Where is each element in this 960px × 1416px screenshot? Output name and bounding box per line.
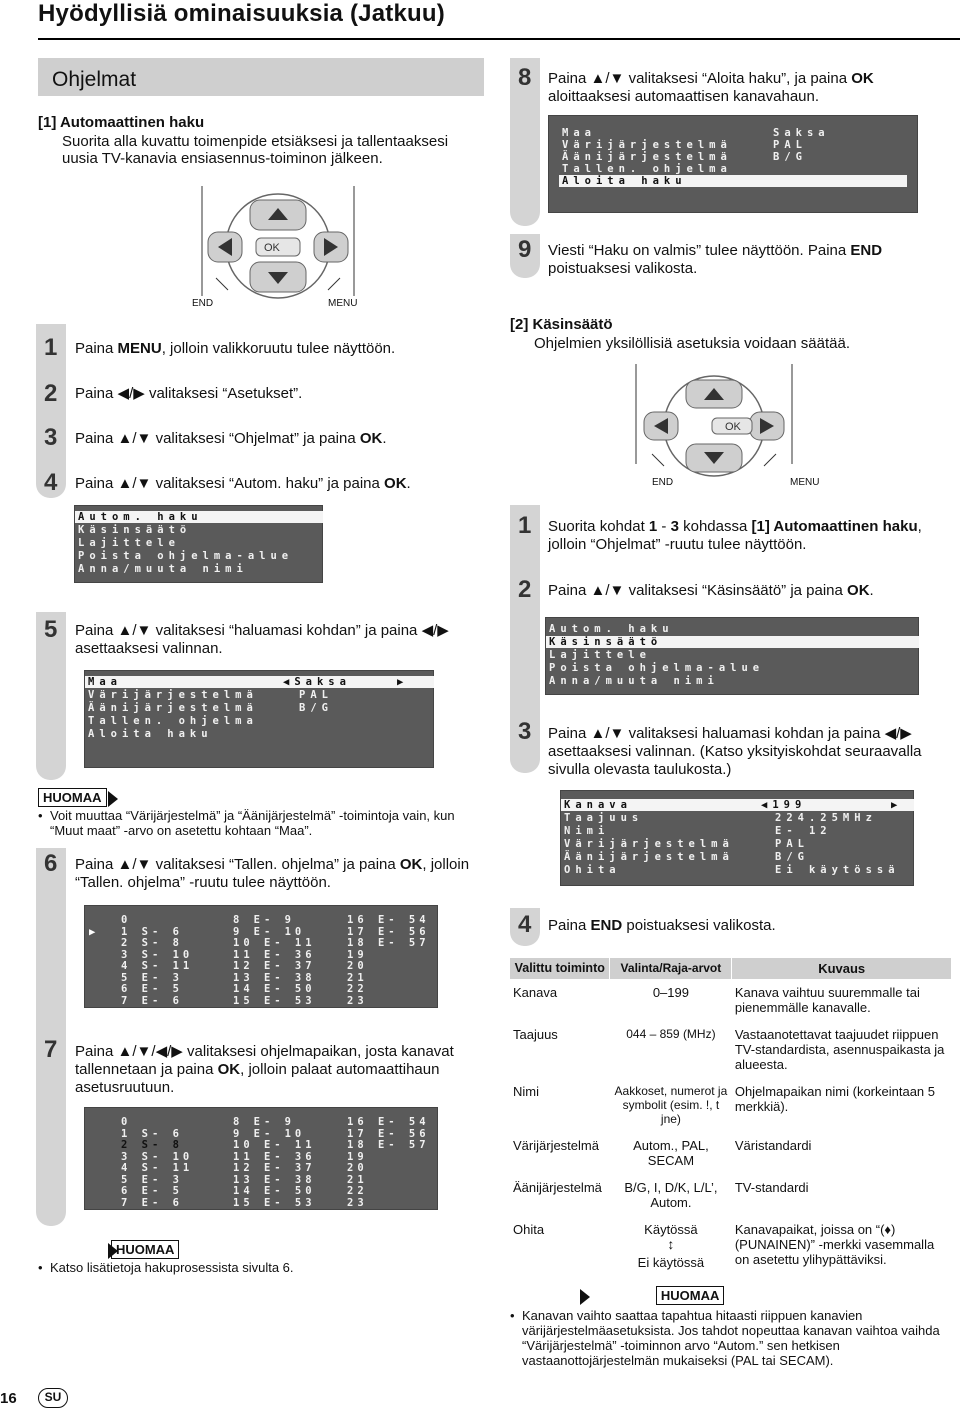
program-slot[interactable]: 5 E- 3: [121, 971, 183, 984]
program-slot[interactable]: 21: [347, 1173, 368, 1186]
manual-desc: Ohjelmien yksilöllisiä asetuksia voidaan säätää.: [534, 335, 850, 352]
menu-row-maa[interactable]: Maa: [85, 676, 434, 688]
menu-value-aanijarjestelma: B/G: [775, 851, 809, 863]
program-slot[interactable]: 10 E- 11: [233, 1139, 316, 1151]
table-cell: 0–199: [652, 985, 689, 1000]
program-slot[interactable]: 15 E- 53: [233, 1196, 316, 1209]
program-slot[interactable]: 11 E- 36: [233, 1150, 316, 1163]
menu-item-anna-nimi[interactable]: Anna/muuta nimi: [78, 563, 248, 575]
menu-value-varijarjestelma: PAL: [299, 689, 333, 701]
program-slot[interactable]: 0: [121, 914, 132, 926]
program-slot[interactable]: 20: [347, 960, 368, 972]
step-1-text: Paina MENU, jolloin valikkoruutu tulee näyttöön.: [75, 340, 396, 357]
osd-auto-search-start: [548, 115, 918, 213]
program-slot[interactable]: 14 E- 50: [233, 1185, 316, 1197]
menu-row-aanijarjestelma[interactable]: Äänijärjestelmä: [88, 702, 258, 714]
menu-row-ohita[interactable]: Ohita: [564, 864, 621, 876]
step-number: 2: [44, 380, 58, 407]
table-cell: Vastaanotettavat taajuudet riippuen TV-standardista, asennuspaikasta ja alueesta.: [734, 1027, 945, 1072]
table-cell: Värijärjestelmä: [513, 1138, 599, 1153]
step-number: 9: [518, 236, 532, 263]
program-slot[interactable]: 12 E- 37: [233, 1162, 316, 1174]
program-slot[interactable]: 1 S- 6: [121, 1127, 183, 1140]
bullet-icon: •: [510, 1308, 515, 1323]
table-row: [510, 1216, 952, 1272]
table-header: Valinta/Raja-arvot: [610, 958, 732, 979]
program-slot[interactable]: 6 E- 5: [121, 1185, 183, 1197]
menu-row-aloita-haku[interactable]: Aloita haku: [559, 175, 907, 187]
program-slot[interactable]: 9 E- 10: [233, 1127, 306, 1140]
step-6-text: Paina ▲/▼ valitaksesi “Tallen. ohjelma” ja paina OK, jolloin “Tallen. ohjelma” -ruutu tulee näyttöön.: [75, 856, 470, 891]
program-slot[interactable]: 22: [347, 983, 368, 995]
manual-step-1-text: Suorita kohdat 1 - 3 kohdassa [1] Automaattinen haku, jolloin “Ohjelmat” -ruutu tulee näyttöön.: [548, 518, 922, 553]
program-slot[interactable]: 15 E- 53: [233, 994, 316, 1007]
bullet-icon: •: [38, 808, 43, 823]
manual-step-2-text: Paina ▲/▼ valitaksesi “Käsinsäätö” ja paina OK.: [548, 582, 874, 599]
program-slot[interactable]: 12 E- 37: [233, 960, 316, 972]
table-row: [510, 979, 952, 1021]
table-cell: Aakkoset, numerot ja symbolit (esim. !, t jne): [614, 1084, 728, 1126]
program-slot[interactable]: 23: [347, 994, 368, 1007]
remote-menu-label: MENU: [790, 477, 820, 488]
table-cell: Nimi: [513, 1084, 539, 1099]
program-slot[interactable]: 10 E- 11: [233, 937, 316, 949]
table-cell: Kanavapaikat, joissa on “(♦) (PUNAINEN)” -merkki vasemmalla on asetettu ylihypättäviksi.: [734, 1222, 935, 1267]
section-title: Ohjelmat: [38, 58, 484, 96]
menu-value-taajuus: 224.25MHz: [775, 812, 877, 824]
step-4-text: Paina ▲/▼ valitaksesi “Autom. haku” ja paina OK.: [75, 475, 411, 492]
chevron-left-icon[interactable]: ◀: [283, 676, 295, 688]
menu-item-poista[interactable]: Poista ohjelma-alue: [549, 662, 765, 674]
double-arrow-icon: ↕: [667, 1236, 675, 1252]
note-2: Katso lisätietoja hakuprosessista sivulta 6.: [50, 1260, 294, 1275]
menu-item-lajittele[interactable]: Lajittele: [549, 649, 651, 661]
program-slot[interactable]: 4 S- 11: [121, 960, 194, 972]
program-slot[interactable]: 22: [347, 1185, 368, 1197]
table-cell: Taajuus: [513, 1027, 558, 1042]
table-row: [510, 1021, 952, 1078]
program-slot[interactable]: 17 E- 56: [347, 925, 430, 938]
osd-auto-search-menu: [84, 670, 434, 768]
step-number: 2: [518, 576, 532, 603]
step-number: 4: [44, 469, 58, 496]
remote-menu-label: MENU: [328, 298, 358, 309]
manual-step-4-text: Paina END poistuaksesi valikosta.: [548, 917, 776, 934]
manual-step-3-text: Paina ▲/▼ valitaksesi haluamasi kohdan ja paina ◀/▶ asettaaksesi valinnan. (Katso yksityiskohdat seuraavalla sivulla olevasta taulukosta.): [548, 725, 922, 778]
menu-item-autom-haku[interactable]: Autom. haku: [75, 511, 323, 523]
osd-program-grid-selected: [84, 1107, 438, 1210]
menu-item-poista[interactable]: Poista ohjelma-alue: [78, 550, 294, 562]
step-8-text: Paina ▲/▼ valitaksesi “Aloita haku”, ja paina OK aloittaaksesi automaattisen kanavahaun.: [548, 70, 874, 105]
menu-item-kasinsaato[interactable]: Käsinsäätö: [546, 636, 919, 648]
program-slot[interactable]: 8 E- 9: [233, 1116, 295, 1128]
menu-value-maa: Saksa: [773, 127, 830, 139]
manual-heading: [2] Käsinsäätö: [510, 316, 613, 333]
menu-row-nimi[interactable]: Nimi: [564, 825, 610, 837]
page-number: 16: [0, 1390, 17, 1407]
huomaa-badge: HUOMAA: [111, 1240, 180, 1259]
osd-main-menu: [74, 505, 323, 583]
chevron-left-icon[interactable]: ◀: [761, 799, 773, 811]
program-slot[interactable]: 4 S- 11: [121, 1162, 194, 1174]
menu-value-aanijarjestelma: B/G: [299, 702, 333, 714]
program-slot[interactable]: 0: [121, 1116, 132, 1128]
table-row: [510, 1174, 952, 1216]
program-slot[interactable]: 3 S- 10: [121, 1150, 194, 1163]
ohita-value-on: Käytössä: [644, 1222, 698, 1237]
program-slot[interactable]: 2 S- 8: [121, 937, 183, 949]
menu-row-varijarjestelma[interactable]: Värijärjestelmä: [562, 139, 732, 151]
menu-row-maa[interactable]: Maa: [562, 127, 596, 139]
badge-arrow-icon: [108, 791, 118, 807]
remote-end-label: END: [652, 477, 674, 488]
program-slot[interactable]: 21: [347, 971, 368, 984]
step-5-text: Paina ▲/▼ valitaksesi “haluamasi kohdan” ja paina ◀/▶ asettaaksesi valinnan.: [75, 622, 449, 657]
step-number: 1: [518, 512, 532, 539]
program-slot[interactable]: 7 E- 6: [121, 994, 183, 1007]
table-cell: TV-standardi: [734, 1180, 809, 1195]
step-9-text: Viesti “Haku on valmis” tulee näyttöön. Paina END poistuaksesi valikosta.: [548, 242, 883, 277]
program-slot[interactable]: 18 E- 57: [347, 937, 430, 949]
program-slot[interactable]: 3 S- 10: [121, 948, 194, 961]
program-slot[interactable]: 9 E- 10: [233, 925, 306, 938]
menu-item-autom-haku[interactable]: Autom. haku: [549, 623, 674, 635]
menu-item-anna-nimi[interactable]: Anna/muuta nimi: [549, 675, 719, 687]
table-cell: Ohjelmapaikan nimi (korkeintaan 5 merkkiä).: [734, 1084, 935, 1114]
menu-row-varijarjestelma[interactable]: Värijärjestelmä: [564, 838, 734, 850]
program-slot[interactable]: 5 E- 3: [121, 1173, 183, 1186]
step-number: 8: [518, 64, 532, 91]
menu-row-aloita-haku[interactable]: Aloita haku: [88, 728, 213, 740]
step-number: 3: [44, 424, 58, 451]
menu-row-tallen-ohjelma[interactable]: Tallen. ohjelma: [88, 715, 258, 727]
ohita-value-off: Ei käytössä: [637, 1255, 705, 1270]
table-header: Valittu toiminto: [510, 958, 610, 979]
table-row: [510, 1132, 952, 1174]
program-slot[interactable]: 19: [347, 1150, 368, 1163]
menu-value-kanava: ◀199: [761, 799, 807, 811]
program-slot[interactable]: 8 E- 9: [233, 914, 295, 926]
step-number: 6: [44, 850, 58, 877]
chevron-right-icon[interactable]: ▶: [397, 676, 409, 688]
badge-arrow-icon: [108, 1243, 118, 1259]
remote-control-graphic: [632, 364, 796, 482]
table-cell: [610, 1216, 732, 1272]
bullet-icon: •: [38, 1260, 43, 1275]
step-number: 1: [44, 334, 58, 361]
badge-arrow-icon: [580, 1289, 590, 1305]
table-cell: Autom., PAL, SECAM: [633, 1138, 709, 1168]
menu-item-kasinsaato[interactable]: Käsinsäätö: [78, 524, 192, 536]
step-number: 4: [518, 911, 532, 938]
menu-row-tallen-ohjelma[interactable]: Tallen. ohjelma: [562, 163, 732, 175]
program-slot[interactable]: 7 E- 6: [121, 1196, 183, 1209]
program-slot[interactable]: 14 E- 50: [233, 983, 316, 995]
table-cell: Väristandardi: [734, 1138, 812, 1153]
step-3-text: Paina ▲/▼ valitaksesi “Ohjelmat” ja paina OK.: [75, 430, 387, 447]
remote-ok-label: OK: [725, 421, 741, 433]
auto-desc: Suorita alla kuvattu toimenpide etsiäksesi ja tallentaaksesi uusia TV-kanavia ensiasennus-toiminon jälkeen.: [62, 133, 449, 167]
step-7-text: Paina ▲/▼/◀/▶ valitaksesi ohjelmapaikan, josta kanavat tallennetaan ja paina OK, jolloin palaat automaattihaun asetusruutuun.: [75, 1043, 454, 1096]
table-cell: Ohita: [513, 1222, 545, 1237]
chevron-right-icon[interactable]: ▶: [891, 799, 903, 811]
menu-value-maa: ◀Saksa: [283, 676, 351, 688]
menu-item-lajittele[interactable]: Lajittele: [78, 537, 180, 549]
program-slot[interactable]: 16 E- 54: [347, 1116, 430, 1128]
menu-value-nimi: E- 12: [775, 825, 832, 837]
program-slot[interactable]: 23: [347, 1196, 368, 1209]
language-badge: SU: [38, 1388, 68, 1408]
program-slot[interactable]: 16 E- 54: [347, 914, 430, 926]
osd-manual-menu: [560, 790, 914, 886]
program-slot[interactable]: 1 S- 6: [121, 925, 183, 938]
program-slot[interactable]: 13 E- 38: [233, 1173, 316, 1186]
auto-heading: [1] Automaattinen haku: [38, 114, 205, 131]
settings-table: [510, 958, 952, 1272]
program-slot[interactable]: 19: [347, 948, 368, 961]
step-number: 7: [44, 1036, 58, 1063]
step-2-text: Paina ◀/▶ valitaksesi “Asetukset”.: [75, 385, 303, 402]
menu-value-aanijarjestelma: B/G: [773, 151, 807, 163]
table-cell: Äänijärjestelmä: [513, 1180, 602, 1195]
table-row: [510, 1078, 952, 1132]
note-1: Voit muuttaa “Värijärjestelmä” ja “Äänijärjestelmä” -toimintoja vain, kun “Muut maat” -arvo on asetettu kohtaan “Maa”.: [50, 808, 455, 838]
table-header: Kuvaus: [732, 958, 952, 979]
program-slot[interactable]: 17 E- 56: [347, 1127, 430, 1140]
table-cell: Kanava vaihtuu suuremmalle tai pienemmälle kanavalle.: [734, 985, 920, 1015]
program-slot[interactable]: 18 E- 57: [347, 1139, 430, 1151]
program-slot[interactable]: 20: [347, 1162, 368, 1174]
osd-main-menu: [545, 617, 919, 695]
menu-row-taajuus[interactable]: Taajuus: [564, 812, 644, 824]
table-cell: Kanava: [513, 985, 558, 1000]
menu-row-varijarjestelma[interactable]: Värijärjestelmä: [88, 689, 258, 701]
title-rule: [38, 38, 960, 40]
menu-value-varijarjestelma: PAL: [773, 139, 807, 151]
program-slot[interactable]: 2 S- 8: [121, 1139, 183, 1151]
page-title: Hyödyllisiä ominaisuuksia (Jatkuu): [38, 0, 445, 27]
program-slot[interactable]: 6 E- 5: [121, 983, 183, 995]
step-number: 5: [44, 616, 58, 643]
program-slot[interactable]: 11 E- 36: [233, 948, 316, 961]
menu-row-kanava[interactable]: Kanava: [561, 799, 914, 811]
menu-value-varijarjestelma: PAL: [775, 838, 809, 850]
menu-value-ohita: Ei käytössä: [775, 864, 900, 876]
menu-row-aanijarjestelma[interactable]: Äänijärjestelmä: [562, 151, 732, 163]
huomaa-badge: HUOMAA: [656, 1286, 725, 1305]
huomaa-badge: HUOMAA: [38, 788, 107, 807]
program-slot[interactable]: 13 E- 38: [233, 971, 316, 984]
note-3: Kanavan vaihto saattaa tapahtua hitaasti riippuen kanavien värijärjestelmäasetuksista. Jos tahdot nopeuttaa kanavan vaihtoa vaihda “Värijärjestelmä” -toiminnon arvo “Autom.” sen hetkisen vastaanottojärjestelmän mukaiseksi (PAL tai SECAM).: [522, 1308, 940, 1368]
osd-program-grid: [84, 905, 438, 1008]
menu-row-aanijarjestelma[interactable]: Äänijärjestelmä: [564, 851, 734, 863]
remote-ok-label: OK: [264, 242, 280, 254]
table-cell: 044 – 859 (MHz): [626, 1027, 716, 1041]
cursor-arrow-icon: ▶: [89, 926, 96, 938]
remote-end-label: END: [192, 298, 214, 309]
table-cell: B/G, I, D/K, L/L’, Autom.: [624, 1180, 718, 1210]
step-number: 3: [518, 718, 532, 745]
